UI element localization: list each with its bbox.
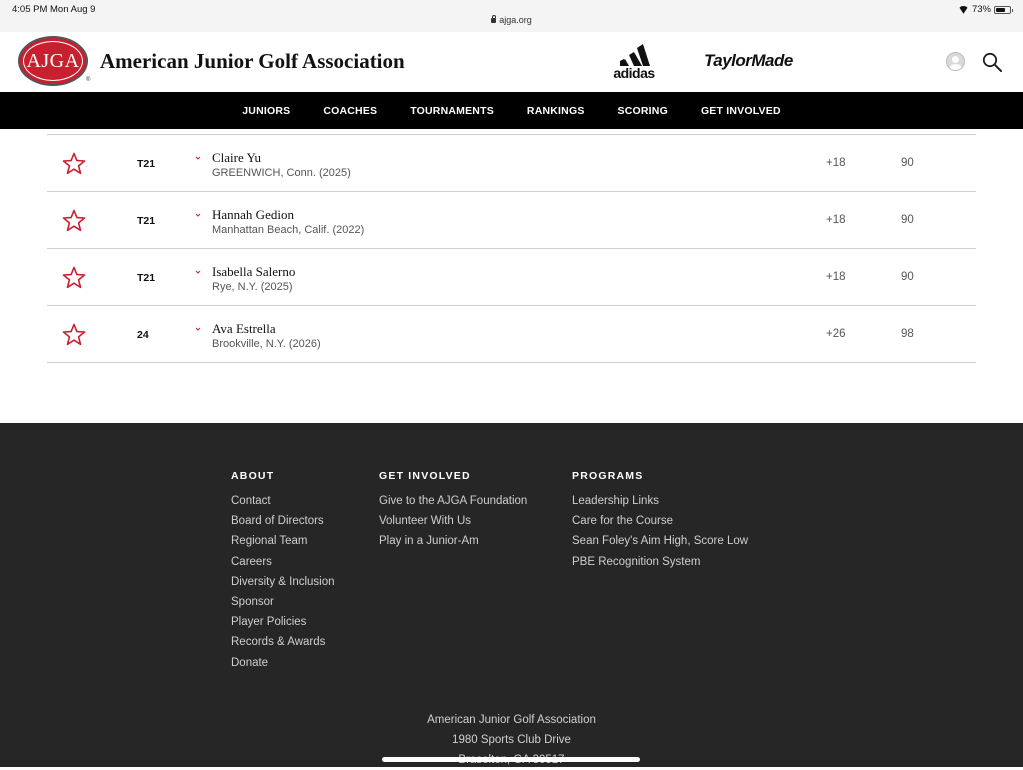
footer-link[interactable]: Sponsor bbox=[231, 596, 274, 609]
adidas-stripes-icon bbox=[620, 44, 650, 66]
nav-item-tournaments[interactable]: TOURNAMENTS bbox=[410, 104, 494, 117]
logo-registered-mark: ® bbox=[86, 77, 91, 83]
footer-link[interactable]: Play in a Junior-Am bbox=[379, 535, 479, 548]
status-time: 4:05 PM Mon Aug 9 bbox=[12, 4, 96, 15]
address-line: American Junior Golf Association bbox=[427, 714, 596, 726]
footer-column-get-involved bbox=[379, 470, 527, 552]
footer-link[interactable]: Player Policies bbox=[231, 616, 307, 629]
player-score: 98 bbox=[901, 328, 914, 340]
favorite-star-icon[interactable] bbox=[62, 323, 86, 346]
status-indicators bbox=[958, 4, 1011, 15]
player-location: GREENWICH, Conn. (2025) bbox=[212, 167, 351, 179]
leaderboard bbox=[47, 134, 976, 363]
player-to-par: +18 bbox=[826, 157, 846, 169]
footer-link[interactable]: Leadership Links bbox=[572, 495, 659, 507]
status-bar bbox=[0, 0, 1023, 32]
taylormade-logo[interactable]: TaylorMade bbox=[704, 51, 793, 70]
battery-icon bbox=[994, 6, 1011, 14]
site-footer bbox=[0, 423, 1023, 767]
footer-link[interactable]: Contact bbox=[231, 495, 271, 507]
site-header bbox=[0, 32, 1023, 92]
chevron-down-icon[interactable] bbox=[195, 155, 201, 161]
adidas-logo[interactable] bbox=[606, 44, 662, 80]
player-name[interactable]: Claire Yu bbox=[212, 150, 261, 165]
footer-column-about bbox=[231, 470, 335, 673]
footer-column-programs bbox=[572, 470, 748, 572]
nav-item-scoring[interactable]: SCORING bbox=[617, 104, 668, 117]
footer-link[interactable]: Give to the AJGA Foundation bbox=[379, 495, 528, 507]
address-bar[interactable] bbox=[0, 15, 1023, 25]
player-to-par: +18 bbox=[826, 271, 846, 283]
player-name[interactable]: Hannah Gedion bbox=[212, 207, 294, 222]
user-icon[interactable] bbox=[946, 52, 965, 71]
table-row[interactable] bbox=[47, 249, 976, 306]
table-row[interactable] bbox=[47, 135, 976, 192]
ajga-logo[interactable] bbox=[18, 36, 91, 86]
footer-heading: GET INVOLVED bbox=[379, 470, 471, 482]
footer-link[interactable]: Volunteer With Us bbox=[379, 515, 472, 528]
home-indicator[interactable] bbox=[382, 757, 640, 762]
chevron-down-icon[interactable] bbox=[195, 326, 201, 332]
footer-link[interactable]: Board of Directors bbox=[231, 515, 324, 528]
lock-icon bbox=[491, 18, 496, 23]
player-location: Brookville, N.Y. (2026) bbox=[212, 338, 321, 350]
footer-link[interactable]: Records & Awards bbox=[231, 636, 326, 649]
table-row[interactable] bbox=[47, 192, 976, 249]
player-name[interactable]: Isabella Salerno bbox=[212, 264, 296, 279]
address-line: 1980 Sports Club Drive bbox=[452, 734, 571, 746]
footer-link[interactable]: Care for the Course bbox=[572, 515, 673, 528]
footer-link[interactable]: Careers bbox=[231, 555, 272, 568]
favorite-star-icon[interactable] bbox=[62, 266, 86, 289]
player-location: Manhattan Beach, Calif. (2022) bbox=[212, 224, 365, 236]
favorite-star-icon[interactable] bbox=[62, 209, 86, 232]
nav-item-juniors[interactable]: JUNIORS bbox=[242, 104, 291, 117]
logo-text: AJGA bbox=[23, 41, 83, 81]
wifi-icon bbox=[958, 6, 969, 14]
player-position: T21 bbox=[137, 158, 156, 170]
adidas-wordmark: adidas bbox=[613, 65, 655, 81]
table-row[interactable] bbox=[47, 306, 976, 363]
footer-heading: PROGRAMS bbox=[572, 470, 644, 482]
player-score: 90 bbox=[901, 214, 914, 226]
nav-item-get-involved[interactable]: GET INVOLVED bbox=[700, 104, 781, 117]
player-score: 90 bbox=[901, 271, 914, 283]
player-location: Rye, N.Y. (2025) bbox=[212, 281, 293, 293]
site-title[interactable]: American Junior Golf Association bbox=[100, 49, 405, 73]
battery-percent: 73% bbox=[971, 4, 991, 15]
footer-link[interactable]: Regional Team bbox=[231, 535, 308, 548]
url-text: ajga.org bbox=[499, 15, 532, 25]
footer-link[interactable]: Sean Foley's Aim High, Score Low bbox=[572, 535, 749, 548]
chevron-down-icon[interactable] bbox=[195, 269, 201, 275]
battery-fill bbox=[996, 8, 1005, 12]
nav-item-rankings[interactable]: RANKINGS bbox=[526, 104, 585, 117]
nav-item-coaches[interactable]: COACHES bbox=[323, 104, 378, 117]
player-to-par: +18 bbox=[826, 214, 846, 226]
footer-link[interactable]: Diversity & Inclusion bbox=[231, 575, 335, 588]
search-icon[interactable] bbox=[982, 52, 1002, 72]
chevron-down-icon[interactable] bbox=[195, 212, 201, 218]
player-name[interactable]: Ava Estrella bbox=[212, 321, 276, 336]
footer-heading: ABOUT bbox=[231, 470, 275, 482]
favorite-star-icon[interactable] bbox=[62, 152, 86, 175]
footer-link[interactable]: PBE Recognition System bbox=[572, 555, 701, 568]
player-position: T21 bbox=[137, 215, 156, 227]
player-position: 24 bbox=[137, 329, 149, 341]
player-to-par: +26 bbox=[826, 328, 846, 340]
footer-link[interactable]: Donate bbox=[231, 656, 269, 669]
main-nav bbox=[0, 92, 1023, 129]
player-score: 90 bbox=[901, 157, 914, 169]
player-position: T21 bbox=[137, 272, 156, 284]
